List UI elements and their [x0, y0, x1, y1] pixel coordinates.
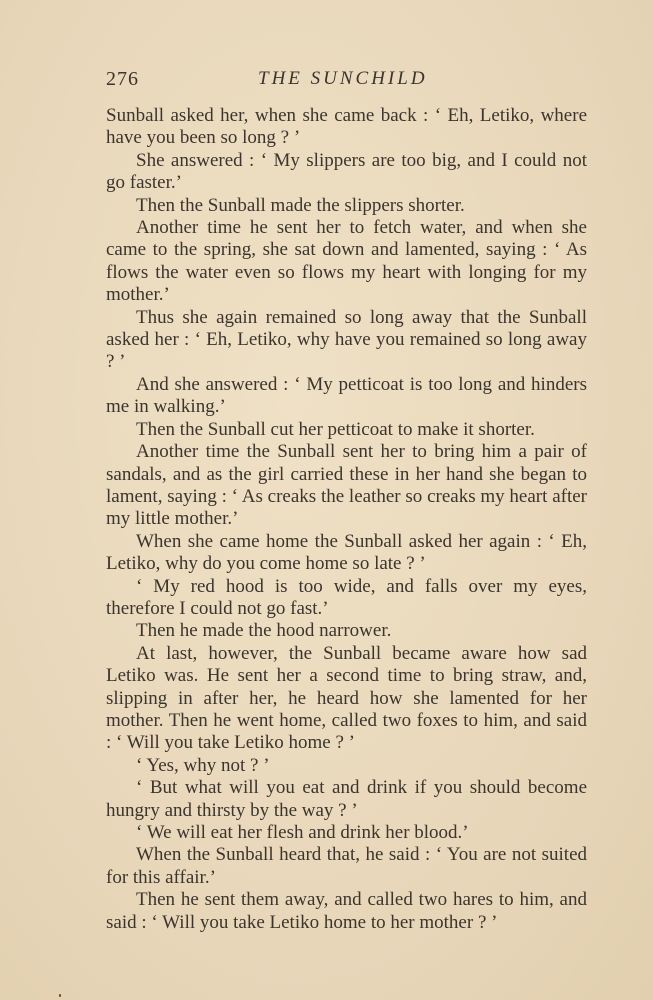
paragraph: ‘ We will eat her flesh and drink her blood.’	[136, 822, 469, 843]
paragraph: At last, however, the Sunball became aware how sad Letiko was. He sent her a second time to bring straw, and, slipping in after her, he heard how she lamented for her mother. Then he went home, called two foxes to him, and said : ‘ Will you take Letiko home ? ’	[106, 642, 587, 754]
paragraph: Another time the Sunball sent her to bring him a pair of sandals, and as the girl carried these in her hand she began to lament, saying : ‘ As creaks the leather so creaks my heart after my little mother.’	[106, 441, 587, 530]
running-title: THE SUNCHILD	[258, 68, 428, 89]
paragraph: Then he made the hood narrower.	[136, 620, 392, 642]
paragraph: Sunball asked her, when she came back : ‘ Eh, Letiko, where have you been so long ? ’	[106, 105, 587, 149]
page-number: 276	[106, 68, 139, 90]
paragraph: And she answered : ‘ My petticoat is too long and hinders me in walking.’	[106, 373, 587, 418]
paragraph: Another time he sent her to fetch water, and when she came to the spring, she sat down and lamented, saying : ‘ As flows the water even so flows my heart with longing for my mother.’	[106, 217, 587, 306]
paragraph: Thus she again remained so long away that the Sunball asked her : ‘ Eh, Letiko, why have you remained so long away ? ’	[106, 306, 587, 373]
paragraph: She answered : ‘ My slippers are too big, and I could not go faster.’	[106, 149, 587, 194]
body-text	[106, 105, 587, 934]
paragraph: Then he sent them away, and called two hares to him, and said : ‘ Will you take Letiko home to her mother ? ’	[106, 889, 587, 933]
page-header	[106, 68, 586, 94]
paragraph: Then the Sunball cut her petticoat to make it shorter.	[136, 418, 535, 440]
paragraph: Then the Sunball made the slippers shorter.	[136, 194, 465, 216]
paragraph: When she came home the Sunball asked her again : ‘ Eh, Letiko, why do you come home so late ? ’	[106, 530, 587, 575]
paragraph: ‘ But what will you eat and drink if you should become hungry and thirsty by the way ? ’	[106, 777, 587, 821]
page-speck	[59, 994, 61, 997]
paragraph: ‘ My red hood is too wide, and falls over my eyes, therefore I could not go fast.’	[106, 575, 587, 619]
paragraph: ‘ Yes, why not ? ’	[136, 754, 270, 776]
paragraph: When the Sunball heard that, he said : ‘ You are not suited for this affair.’	[106, 844, 587, 888]
